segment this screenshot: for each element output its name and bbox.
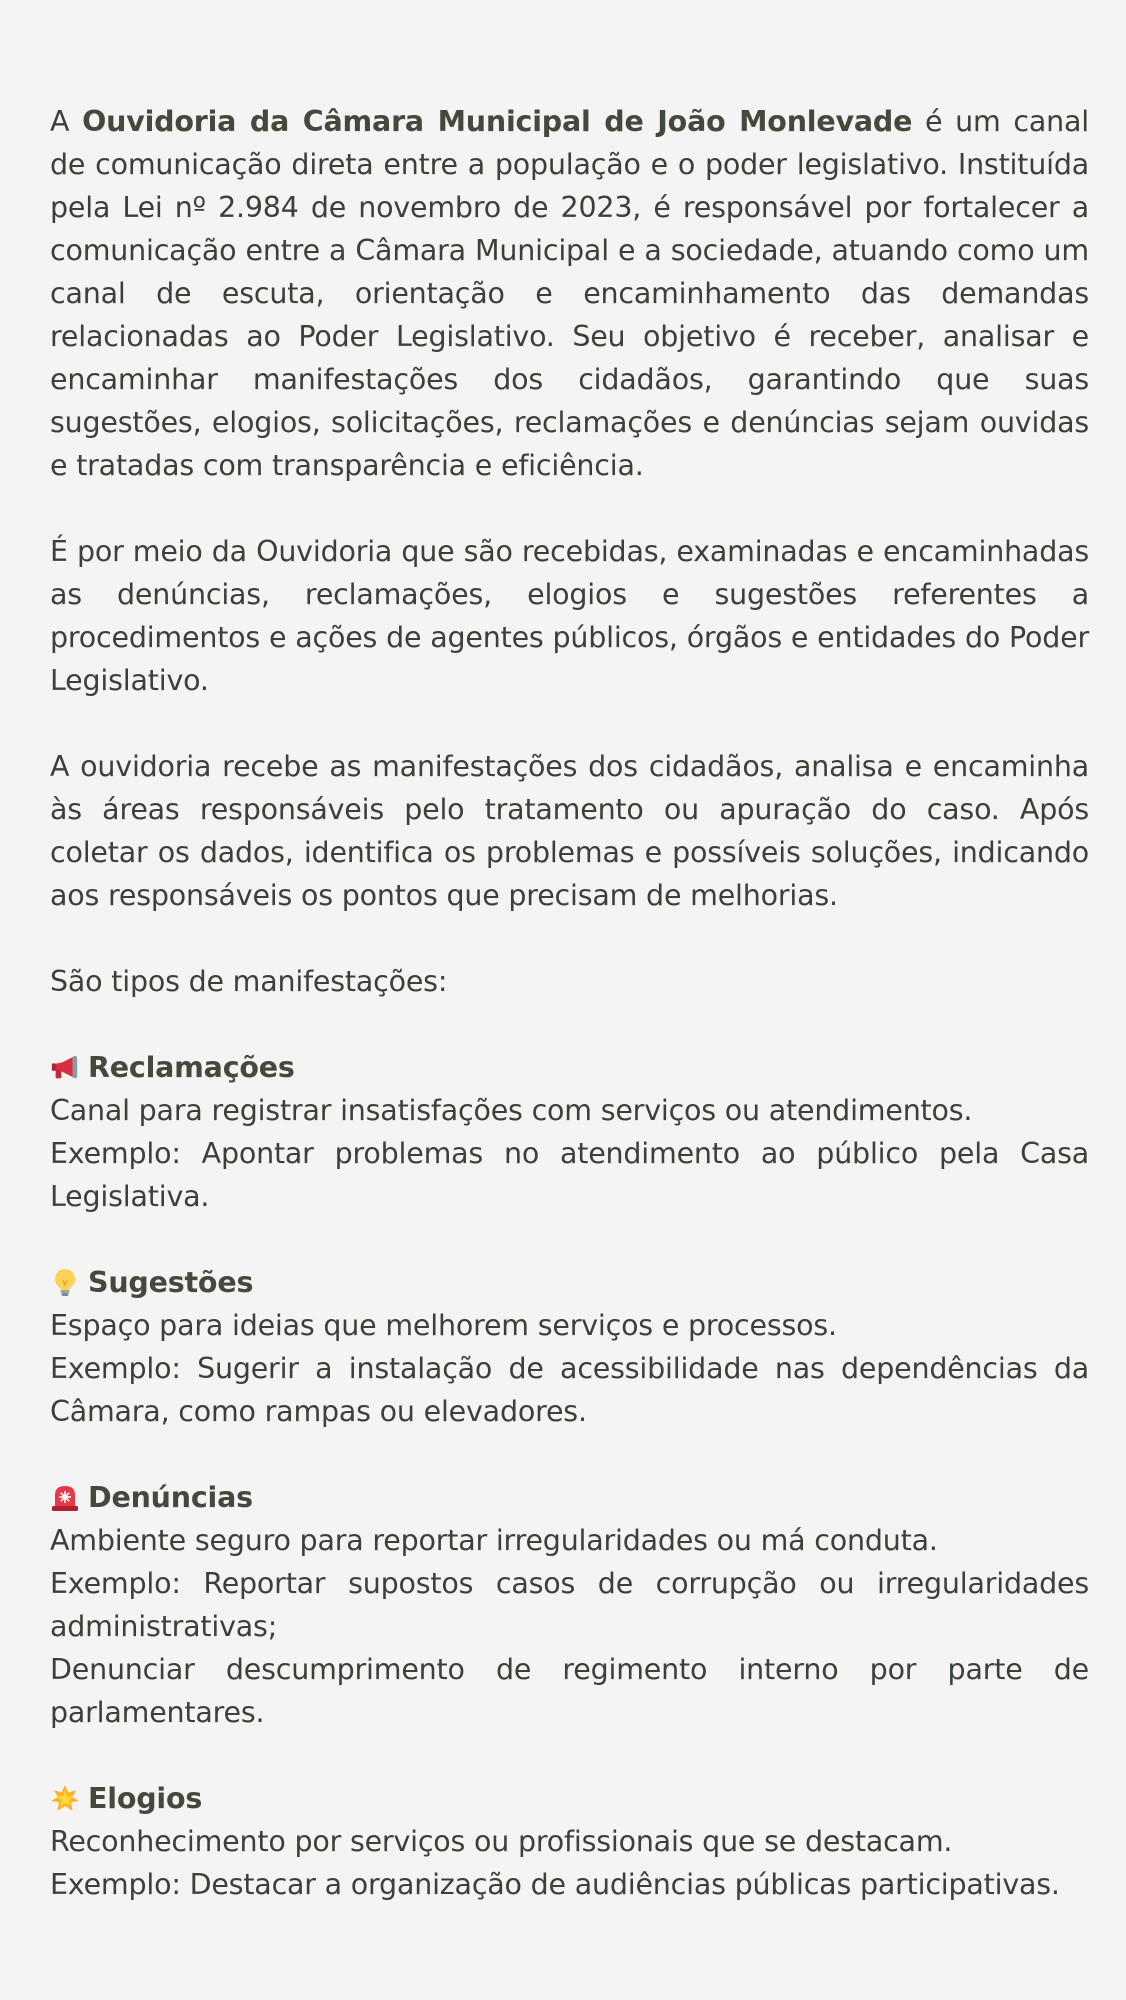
type-example: Exemplo: Reportar supostos casos de corrupção ou irregularidades administrativas; [50, 1567, 1089, 1643]
paragraph-process: A ouvidoria recebe as manifestações dos cidadãos, analisa e encaminha às áreas responsáveis pelo tratamento ou apuração do caso. Após coletar os dados, identifica os problemas e possíveis soluções, indicando aos responsáveis os pontos que precisam de melhorias. [50, 750, 1089, 912]
type-description: Ambiente seguro para reportar irregularidades ou má conduta. [50, 1524, 938, 1557]
siren-icon [50, 1476, 80, 1519]
megaphone-icon [50, 1046, 80, 1089]
intro-paragraph [50, 100, 1089, 487]
type-example: Exemplo: Apontar problemas no atendimento ao público pela Casa Legislativa. [50, 1137, 1089, 1213]
type-example-2: Denunciar descumprimento de regimento interno por parte de parlamentares. [50, 1653, 1089, 1729]
type-sugestoes [50, 1261, 1089, 1433]
type-title [50, 1777, 1089, 1820]
intro-bold-name: Ouvidoria da Câmara Municipal de João Monlevade [82, 105, 913, 138]
type-elogios [50, 1777, 1089, 1906]
light-bulb-icon [50, 1261, 80, 1304]
type-description: Canal para registrar insatisfações com serviços ou atendimentos. [50, 1094, 973, 1127]
type-title-label: Reclamações [88, 1051, 295, 1084]
type-title-label: Denúncias [88, 1481, 253, 1514]
intro-text: é um canal de comunicação direta entre a população e o poder legislativo. Instituída pela Lei nº 2.984 de novembro de 2023, é responsável por fortalecer a comunicação entre a Câmara Municipal e a sociedade, atuando como um canal de escuta, orientação e encaminhamento das demandas relacionadas ao Poder Legislativo. Seu objetivo é receber, analisar e encaminhar manifestações dos cidadãos, garantindo que suas sugestões, elogios, solicitações, reclamações e denúncias sejam ouvidas e tratadas com transparência e eficiência. [50, 105, 1089, 482]
ouvidoria-content [50, 100, 1089, 1906]
type-title-label: Sugestões [88, 1266, 254, 1299]
paragraph-receiving: É por meio da Ouvidoria que são recebidas, examinadas e encaminhadas as denúncias, reclamações, elogios e sugestões referentes a procedimentos e ações de agentes públicos, órgãos e entidades do Poder Legislativo. [50, 535, 1089, 697]
type-description: Espaço para ideias que melhorem serviços e processos. [50, 1309, 837, 1342]
intro-prefix: A [50, 105, 83, 138]
glowing-star-icon [50, 1777, 80, 1820]
type-reclamacoes [50, 1046, 1089, 1218]
type-description: Reconhecimento por serviços ou profissionais que se destacam. [50, 1825, 953, 1858]
types-heading: São tipos de manifestações: [50, 965, 448, 998]
type-title [50, 1476, 1089, 1519]
type-title [50, 1046, 1089, 1089]
type-example: Exemplo: Sugerir a instalação de acessibilidade nas dependências da Câmara, como rampas ou elevadores. [50, 1352, 1089, 1428]
type-title-label: Elogios [88, 1782, 203, 1815]
type-example: Exemplo: Destacar a organização de audiências públicas participativas. [50, 1868, 1060, 1901]
type-title [50, 1261, 1089, 1304]
type-denuncias [50, 1476, 1089, 1734]
